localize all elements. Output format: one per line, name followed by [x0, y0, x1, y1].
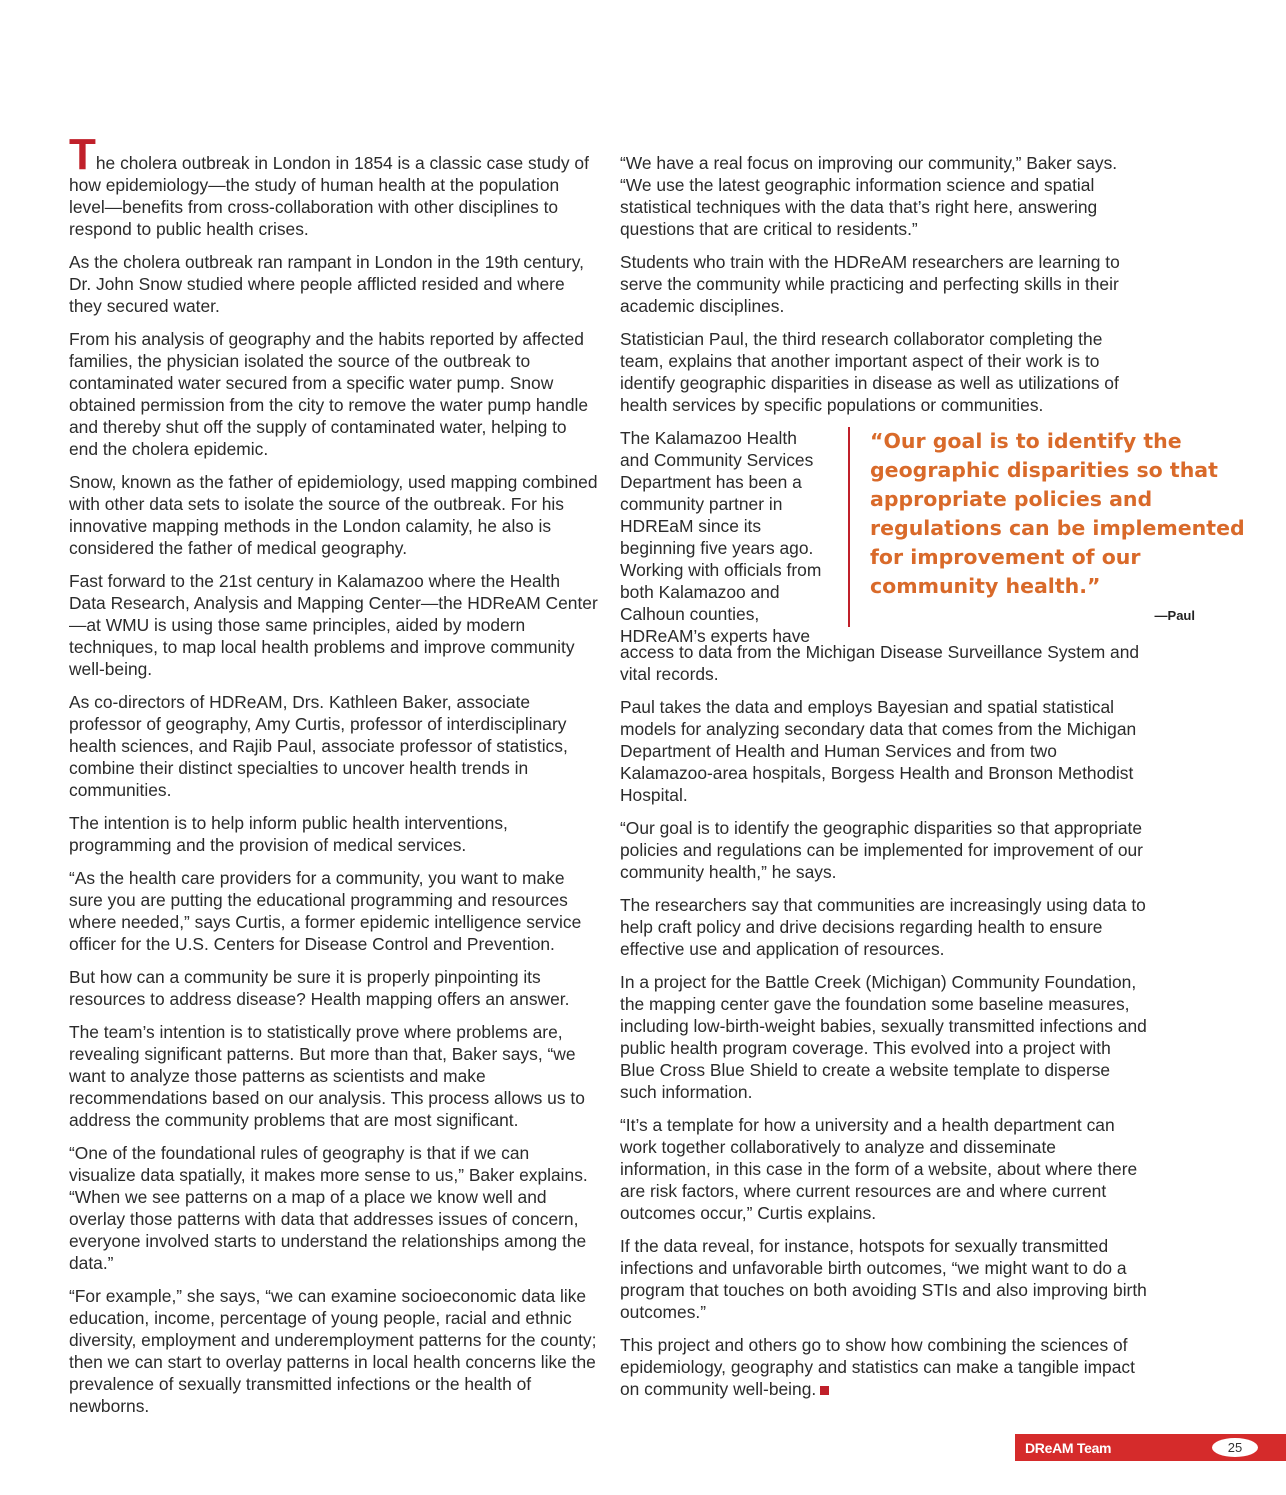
- paragraph: Fast forward to the 21st century in Kalamazoo where the Health Data Research, Analysis and Mapping Center—the HDReAM Center—at WMU is using those same principles, aided by modern techniques, to map local health problems and improve community well-being.: [69, 571, 598, 679]
- paragraph: The researchers say that communities are increasingly using data to help craft policy and drive decisions regarding health to ensure effective use and application of resources.: [620, 895, 1146, 959]
- paragraph: The team’s intention is to statistically prove where problems are, revealing significant patterns. But more than that, Baker says, “we want to analyze those patterns as scientists and make recommendations based on our analysis. This process allows us to address the community problems that are most significant.: [69, 1022, 585, 1130]
- pull-quote-attribution: —Paul: [1154, 608, 1195, 623]
- paragraph: “As the health care providers for a community, you want to make sure you are putting the educational programming and resources where needed,” says Curtis, a former epidemic intelligence service officer for the U.S. Centers for Disease Control and Prevention.: [69, 868, 582, 954]
- left-column: [69, 130, 599, 1428]
- section-label: DReAM Team: [1025, 1439, 1112, 1456]
- paragraph: Paul takes the data and employs Bayesian and spatial statistical models for analyzing secondary data that comes from the Michigan Department of Health and Human Services and from two Kalamazoo-area hospitals, Borgess Health and Bronson Methodist Hospital.: [620, 697, 1137, 805]
- paragraph: In a project for the Battle Creek (Michigan) Community Foundation, the mapping center gave the foundation some baseline measures, including low-birth-weight babies, sexually transmitted infections and public health program coverage. This evolved into a project with Blue Cross Blue Shield to create a website template to disperse such information.: [620, 972, 1147, 1102]
- intro-text: he cholera outbreak in London in 1854 is a classic case study of how epidemiology—the study of human health at the population level—benefits from cross-collaboration with other disciplines to respond to public health crises.: [69, 153, 589, 239]
- paragraph: “One of the foundational rules of geography is that if we can visualize data spatially, it makes more sense to us,” Baker explains. “When we see patterns on a map of a place we know well and overlay those patterns with data that addresses issues of concern, everyone involved starts to understand the relationships among the data.”: [69, 1143, 588, 1273]
- paragraph: “We have a real focus on improving our community,” Baker says. “We use the latest geographic information science and spatial statistical techniques with the data that’s right here, answering questions that are critical to residents.”: [620, 153, 1118, 239]
- drop-cap: T: [69, 130, 96, 179]
- paragraph: From his analysis of geography and the habits reported by affected families, the physician isolated the source of the outbreak to contaminated water secured from a specific water pump. Snow obtained permission from the city to remove the water pump handle and thereby shut off the supply of contaminated water, helping to end the cholera epidemic.: [69, 329, 589, 459]
- final-paragraph-text: This project and others go to show how combining the sciences of epidemiology, geography and statistics can make a tangible impact on community well-being.: [620, 1335, 1135, 1399]
- page-footer: [1015, 1434, 1286, 1461]
- right-column: [620, 152, 1245, 1411]
- paragraph: If the data reveal, for instance, hotspots for sexually transmitted infections and unfavorable birth outcomes, “we might want to do a program that touches on both avoiding STIs and also improving birth outcomes.”: [620, 1236, 1147, 1322]
- final-paragraph: [620, 1334, 1150, 1400]
- paragraph: As the cholera outbreak ran rampant in London in the 19th century, Dr. John Snow studied where people afflicted resided and where they secured water.: [69, 252, 584, 316]
- paragraph: Students who train with the HDReAM researchers are learning to serve the community while practicing and perfecting skills in their academic disciplines.: [620, 252, 1120, 316]
- paragraph: The intention is to help inform public health interventions, programming and the provision of medical services.: [69, 813, 508, 855]
- pull-quote-section: [620, 427, 1245, 646]
- paragraph: But how can a community be sure it is properly pinpointing its resources to address disease? Health mapping offers an answer.: [69, 967, 570, 1009]
- paragraph: “It’s a template for how a university and a health department can work together collaboratively to analyze and disseminate information, in this case in the form of a website, about where there are risk factors, where current resources are and where current outcomes occur,” Curtis explains.: [620, 1115, 1138, 1223]
- paragraph: As co-directors of HDReAM, Drs. Kathleen Baker, associate professor of geography, Amy Curtis, professor of interdisciplinary health sciences, and Rajib Paul, associate professor of statistics, combine their distinct specialties to uncover health trends in communities.: [69, 692, 568, 800]
- paragraph: “Our goal is to identify the geographic disparities so that appropriate policies and regulations can be implemented for improvement of our community health,” he says.: [620, 818, 1143, 882]
- end-mark-icon: [820, 1386, 829, 1395]
- wrapped-paragraph-start: The Kalamazoo Health and Community Services Department has been a community partner in HDREaM since its beginning five years ago. Working with officials from both Kalamazoo and Calhoun counties, HDReAM’s experts have: [620, 428, 822, 646]
- pull-quote: [848, 427, 1250, 627]
- paragraph: Statistician Paul, the third research collaborator completing the team, explains that another important aspect of their work is to identify geographic disparities in disease as well as utilizations of health services by specific populations or communities.: [620, 329, 1119, 415]
- pull-quote-text: “Our goal is to identify the geographic disparities so that appropriate policies and regulations can be implemented for improvement of our community health.”: [870, 429, 1245, 598]
- wrapped-paragraph-end: access to data from the Michigan Disease Surveillance System and vital records.: [620, 642, 1140, 684]
- page-number: 25: [1212, 1438, 1258, 1457]
- paragraph: “For example,” she says, “we can examine socioeconomic data like education, income, percentage of young people, racial and ethnic diversity, employment and underemployment patterns for the county; then we can start to overlay patterns in local health concerns like the prevalence of sexually transmitted infections or the health of newborns.: [69, 1286, 597, 1416]
- intro-paragraph: [69, 130, 599, 240]
- paragraph: Snow, known as the father of epidemiology, used mapping combined with other data sets to isolate the source of the outbreak. For his innovative mapping methods in the London calamity, he also is considered the father of medical geography.: [69, 472, 598, 558]
